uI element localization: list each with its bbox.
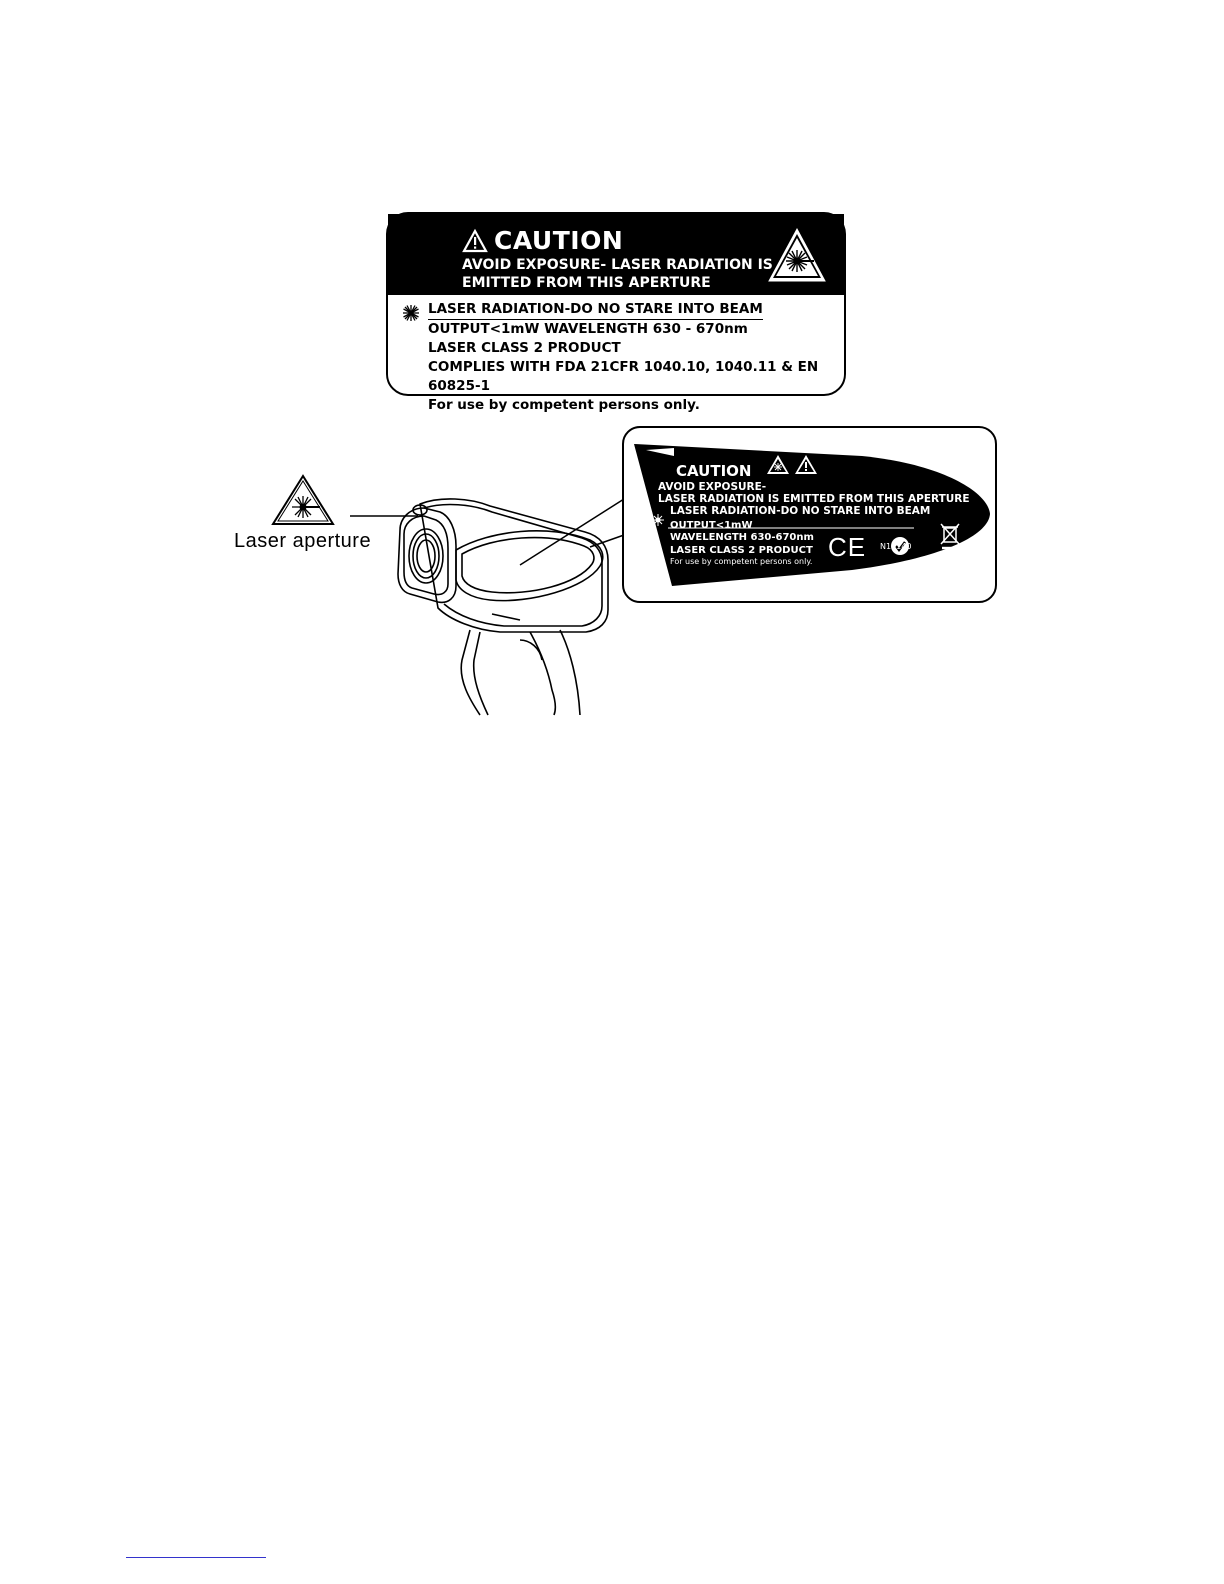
laser-star-icon (402, 304, 420, 322)
device-line-competent: For use by competent persons only. (670, 557, 813, 566)
laser-aperture-hazard-icon (271, 474, 335, 526)
caution-title (462, 226, 623, 255)
device-line-avoid: AVOID EXPOSURE- (658, 481, 767, 493)
laser-aperture-label: Laser aperture (234, 530, 372, 552)
caution-label-top (386, 212, 846, 413)
device-label-callout (622, 426, 997, 603)
caution-line-output: OUTPUT<1mW WAVELENGTH 630 - 670nm (428, 321, 748, 337)
ctick-code: N10140 (880, 542, 912, 551)
ce-mark-icon: CE (828, 532, 867, 562)
footer-link-underline (126, 1557, 266, 1558)
device-line-emitted: LASER RADIATION IS EMITTED FROM THIS APERTURE (658, 493, 970, 505)
device-line-stare: LASER RADIATION-DO NO STARE INTO BEAM (670, 505, 931, 517)
caution-body (428, 300, 844, 415)
device-caution-title: CAUTION (676, 462, 752, 480)
device-line-output: OUTPUT<1mW (670, 520, 753, 531)
warning-triangle-icon (462, 229, 488, 253)
laser-hazard-icon (766, 226, 828, 284)
caution-header-band (388, 214, 844, 295)
caution-line-complies: COMPLIES WITH FDA 21CFR 1040.10, 1040.11 & EN 60825-1 (428, 359, 819, 394)
caution-line-class: LASER CLASS 2 PRODUCT (428, 340, 621, 356)
caution-title-text: CAUTION (494, 226, 624, 255)
caution-subtitle (462, 256, 773, 292)
caution-subtitle-line2: EMITTED FROM THIS APERTURE (462, 275, 711, 291)
callout-pointer-lines (520, 495, 630, 575)
device-line-class: LASER CLASS 2 PRODUCT (670, 545, 813, 556)
caution-subtitle-line1: AVOID EXPOSURE- LASER RADIATION IS (462, 257, 773, 273)
caution-line-stare: LASER RADIATION-DO NO STARE INTO BEAM (428, 300, 763, 320)
device-line-wavelength: WAVELENGTH 630-670nm (670, 532, 814, 543)
caution-line-competent: For use by competent persons only. (428, 397, 700, 413)
